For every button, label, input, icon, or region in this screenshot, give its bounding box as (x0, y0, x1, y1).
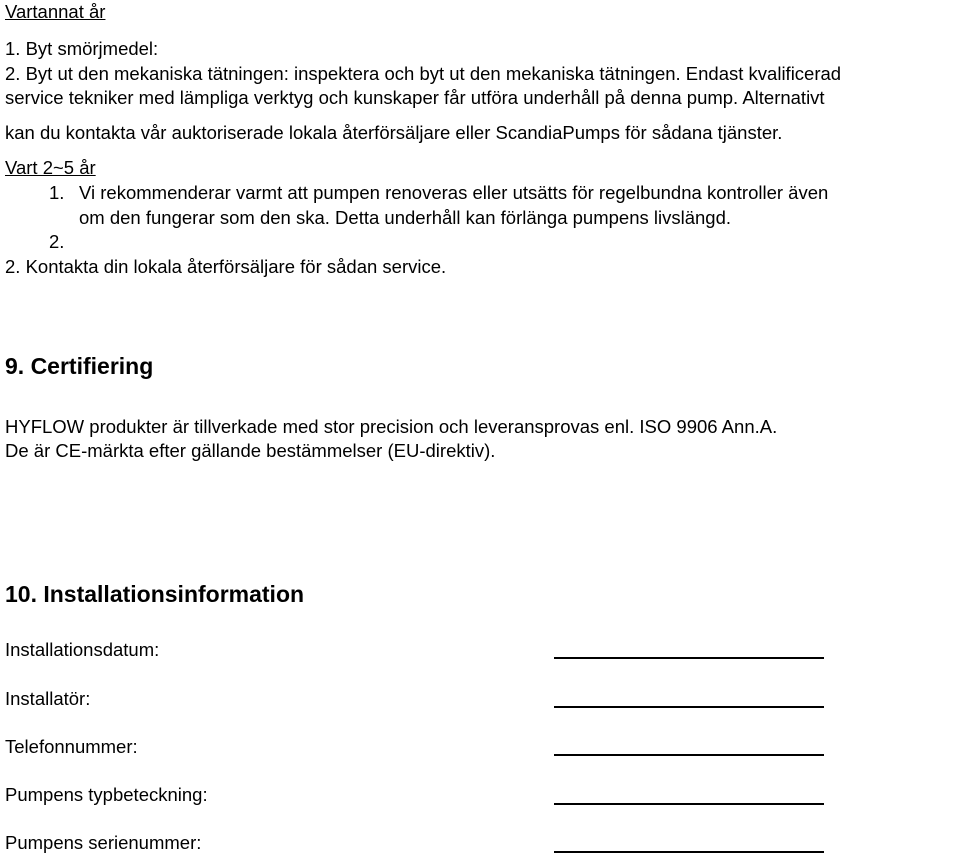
field-line-phone (554, 754, 824, 756)
certification-text-line1: HYFLOW produkter är tillverkade med stor precision och leveransprovas enl. ISO 9906 Ann.A. (5, 416, 778, 437)
field-line-installation-date (554, 657, 824, 659)
field-label-pump-type: Pumpens typbeteckning: (5, 784, 208, 805)
list-item-number-1: 1. (49, 182, 65, 203)
field-label-installation-date: Installationsdatum: (5, 639, 160, 660)
list-item-replace-seal-line3: kan du kontakta vår auktoriserade lokala återförsäljare eller ScandiaPumps för sådana tjänster. (5, 122, 783, 143)
list-item-number-2: 2. (49, 231, 65, 252)
list-item-contact-dealer: 2. Kontakta din lokala återförsäljare för sådan service. (5, 256, 447, 277)
list-item-renovate-line2: om den fungerar som den ska. Detta underhåll kan förlänga pumpens livslängd. (79, 207, 731, 228)
section-title-certification: 9. Certifiering (5, 353, 154, 379)
field-label-serial-number: Pumpens serienummer: (5, 832, 202, 853)
field-line-serial-number (554, 851, 824, 853)
section-heading-every-2-5-years: Vart 2~5 år (5, 157, 96, 178)
field-line-installer (554, 706, 824, 708)
field-label-installer: Installatör: (5, 688, 91, 709)
list-item-replace-seal-line1: 2. Byt ut den mekaniska tätningen: inspektera och byt ut den mekaniska tätningen. Endast kvalificerad (5, 63, 842, 84)
section-title-installation-info: 10. Installationsinformation (5, 581, 305, 607)
field-label-phone: Telefonnummer: (5, 736, 138, 757)
section-heading-every-other-year: Vartannat år (5, 1, 106, 22)
list-item-replace-seal-line2: service tekniker med lämpliga verktyg och kunskaper får utföra underhåll på denna pump. Alternativt (5, 87, 825, 108)
certification-text-line2: De är CE-märkta efter gällande bestämmelser (EU-direktiv). (5, 440, 496, 461)
list-item-renovate-line1: Vi rekommenderar varmt att pumpen renoveras eller utsätts för regelbundna kontroller även (79, 182, 829, 203)
list-item-change-lubricant: 1. Byt smörjmedel: (5, 38, 159, 59)
field-line-pump-type (554, 803, 824, 805)
